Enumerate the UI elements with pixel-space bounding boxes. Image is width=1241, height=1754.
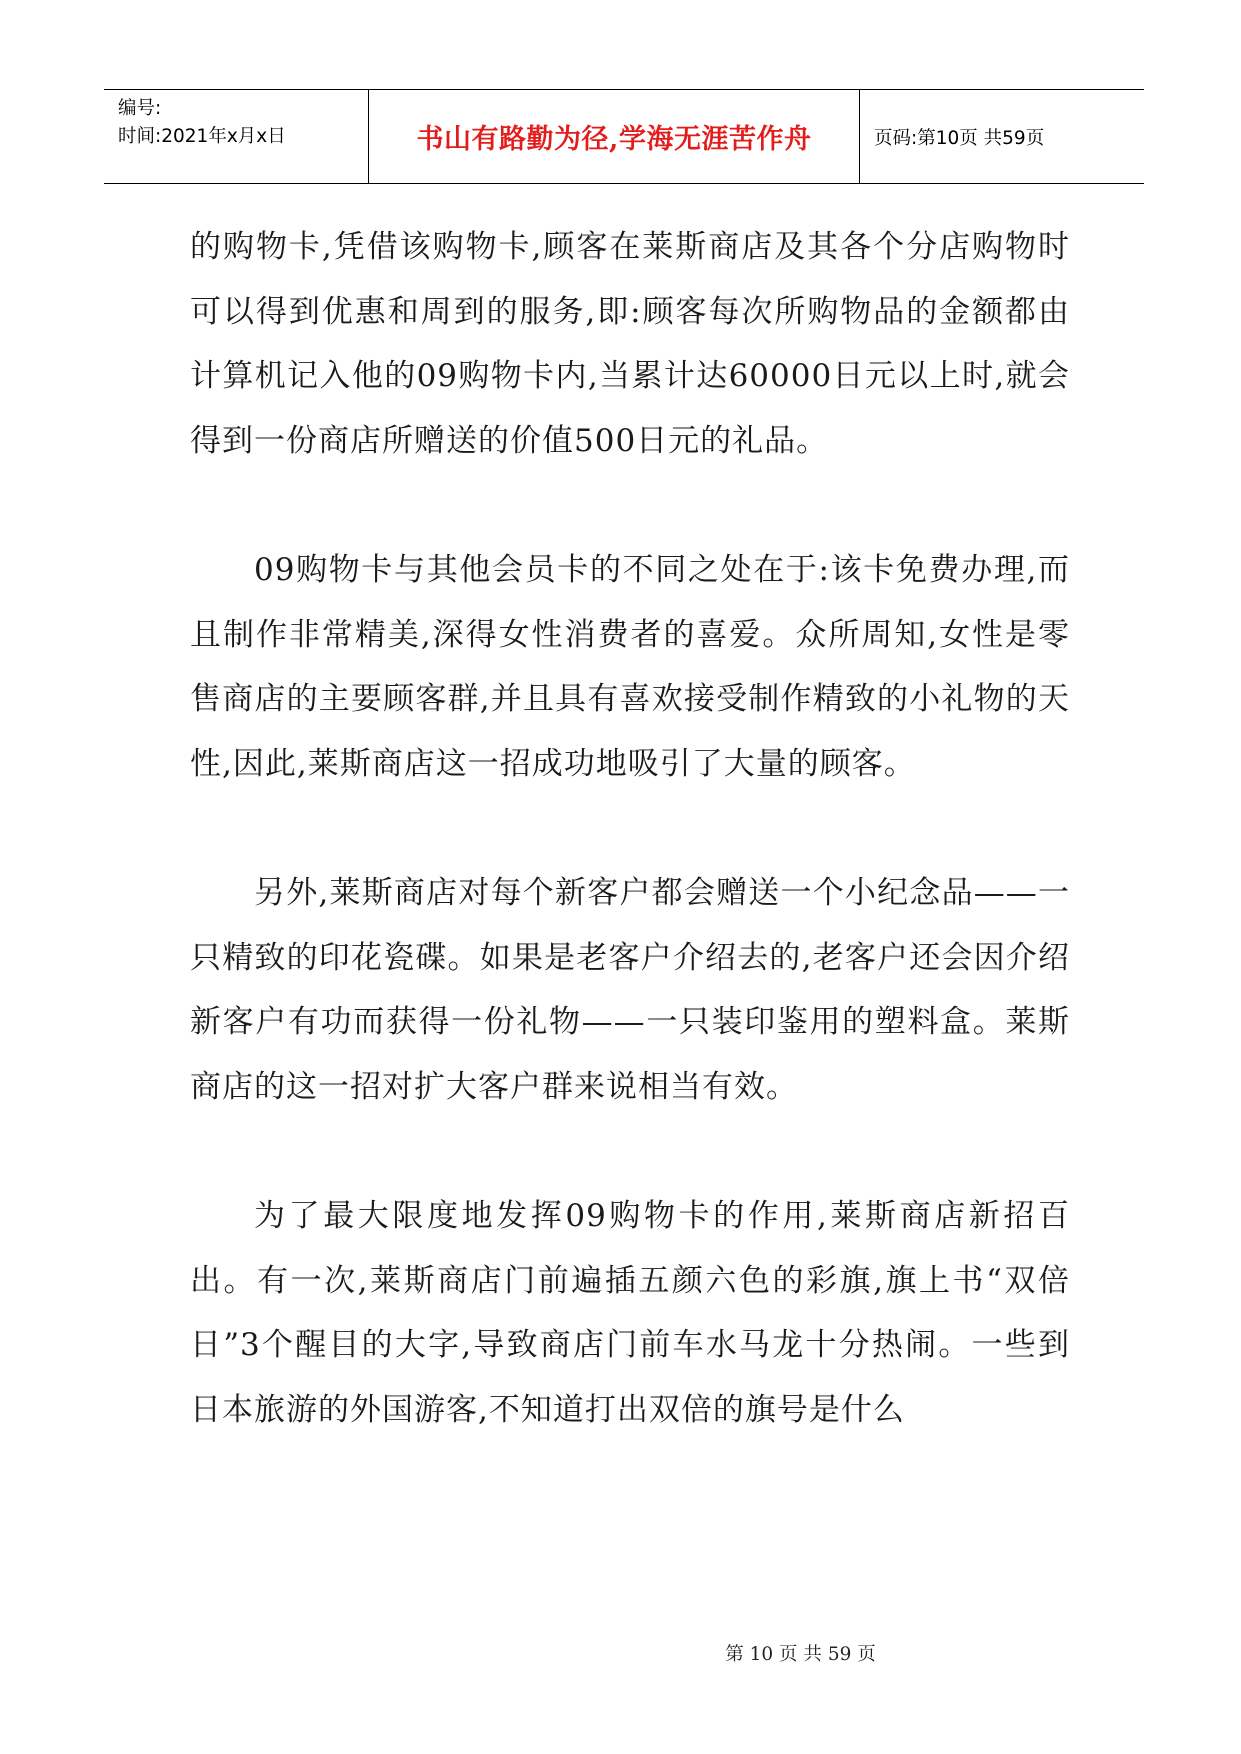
body-paragraph-1: 的购物卡,凭借该购物卡,顾客在莱斯商店及其各个分店购物时可以得到优惠和周到的服务,即:顾客每次所购物品的金额都由计算机记入他的09购物卡内,当累计达60000日元以上时,就会得到一份商店所赠送的价值500日元的礼品。 [190, 229, 1070, 459]
paragraph-spacer [190, 796, 1070, 861]
document-number-label: 编号: [118, 98, 162, 119]
document-date: 时间:2021年x月x日 [118, 126, 286, 147]
body-paragraph-2: 09购物卡与其他会员卡的不同之处在于:该卡免费办理,而且制作非常精美,深得女性消费者的喜爱。众所周知,女性是零售商店的主要顾客群,并且具有喜欢接受制作精致的小礼物的天性,因此,莱斯商店这一招成功地吸引了大量的顾客。 [190, 552, 1070, 782]
page-footer: 第 10 页 共 59 页 [725, 1644, 876, 1665]
header-motto-cell [369, 90, 860, 183]
document-body [190, 215, 1070, 1442]
header-meta-cell [104, 90, 369, 183]
body-paragraph-4: 为了最大限度地发挥09购物卡的作用,莱斯商店新招百出。有一次,莱斯商店门前遍插五颜六色的彩旗,旗上书“双倍日”3个醒目的大字,导致商店门前车水马龙十分热闹。一些到日本旅游的外国游客,不知道打出双倍的旗号是什么 [190, 1198, 1070, 1428]
body-paragraph-3: 另外,莱斯商店对每个新客户都会赠送一个小纪念品——一只精致的印花瓷碟。如果是老客户介绍去的,老客户还会因介绍新客户有功而获得一份礼物——一只装印鉴用的塑料盒。莱斯商店的这一招对扩大客户群来说相当有效。 [190, 875, 1070, 1105]
paragraph-spacer [190, 473, 1070, 538]
header-page-info: 页码:第10页 共59页 [874, 127, 1045, 149]
page-header [104, 89, 1144, 184]
header-motto: 书山有路勤为径,学海无涯苦作舟 [416, 124, 812, 155]
paragraph-spacer [190, 1119, 1070, 1184]
